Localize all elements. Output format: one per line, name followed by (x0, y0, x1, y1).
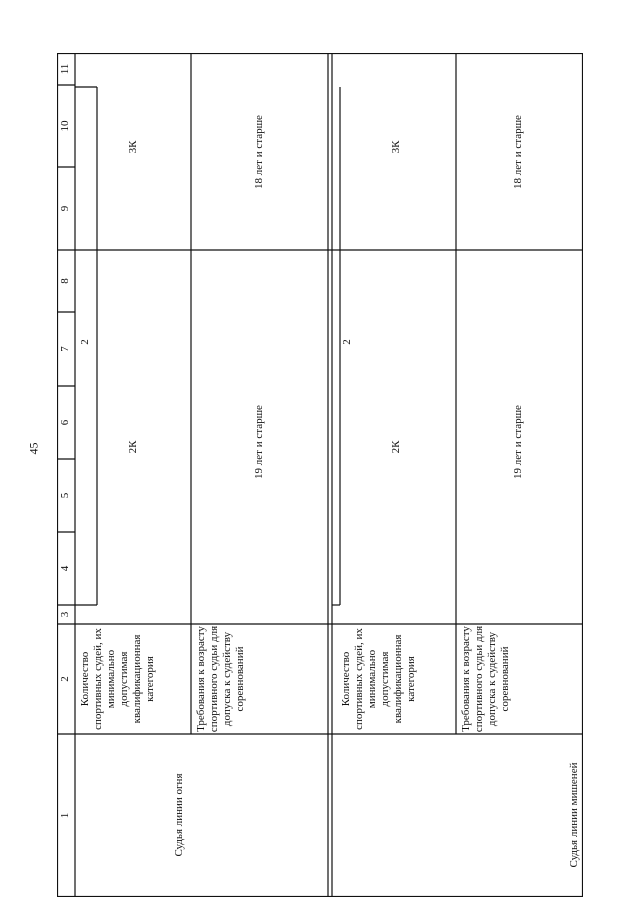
count-group: 2 (341, 339, 353, 345)
requirements-table (57, 53, 583, 897)
page-number: 45 (26, 442, 41, 455)
count-value: 2К (127, 440, 139, 454)
column-header-7: 7 (59, 346, 71, 352)
column-header-3: 3 (59, 611, 71, 618)
age-value: 18 лет и старше (512, 115, 524, 189)
judge-name: Судья линии огня (173, 773, 185, 857)
age-label: Требования к возрасту спортивного судьи для допуска к судейству соревнований (195, 625, 246, 733)
column-header-8: 8 (59, 278, 71, 284)
count-value: 2К (390, 440, 402, 454)
column-header-2: 2 (59, 676, 71, 682)
age-value: 19 лет и старше (253, 405, 265, 479)
column-header-9: 9 (59, 205, 71, 212)
count-group: 2 (79, 339, 91, 345)
age-label: Требования к возрасту спортивного судьи для допуска к судейству соревнований (460, 625, 511, 733)
column-header-4: 4 (59, 565, 71, 572)
column-header-11: 11 (59, 63, 71, 75)
judge-name: Судья линии мишеней (568, 762, 580, 868)
column-header-5: 5 (59, 492, 71, 499)
column-header-6: 6 (59, 419, 71, 426)
column-header-1: 1 (59, 812, 71, 819)
count-value: 3К (127, 140, 139, 154)
count-label: Количество спортивных судей, их минимально допустимая квалификационная категория (79, 628, 156, 730)
count-label: Количество спортивных судей, их минимально допустимая квалификационная категория (340, 628, 417, 730)
age-value: 19 лет и старше (512, 405, 524, 479)
column-header-10: 10 (59, 120, 71, 132)
age-value: 18 лет и старше (253, 115, 265, 189)
count-value: 3К (390, 140, 402, 154)
